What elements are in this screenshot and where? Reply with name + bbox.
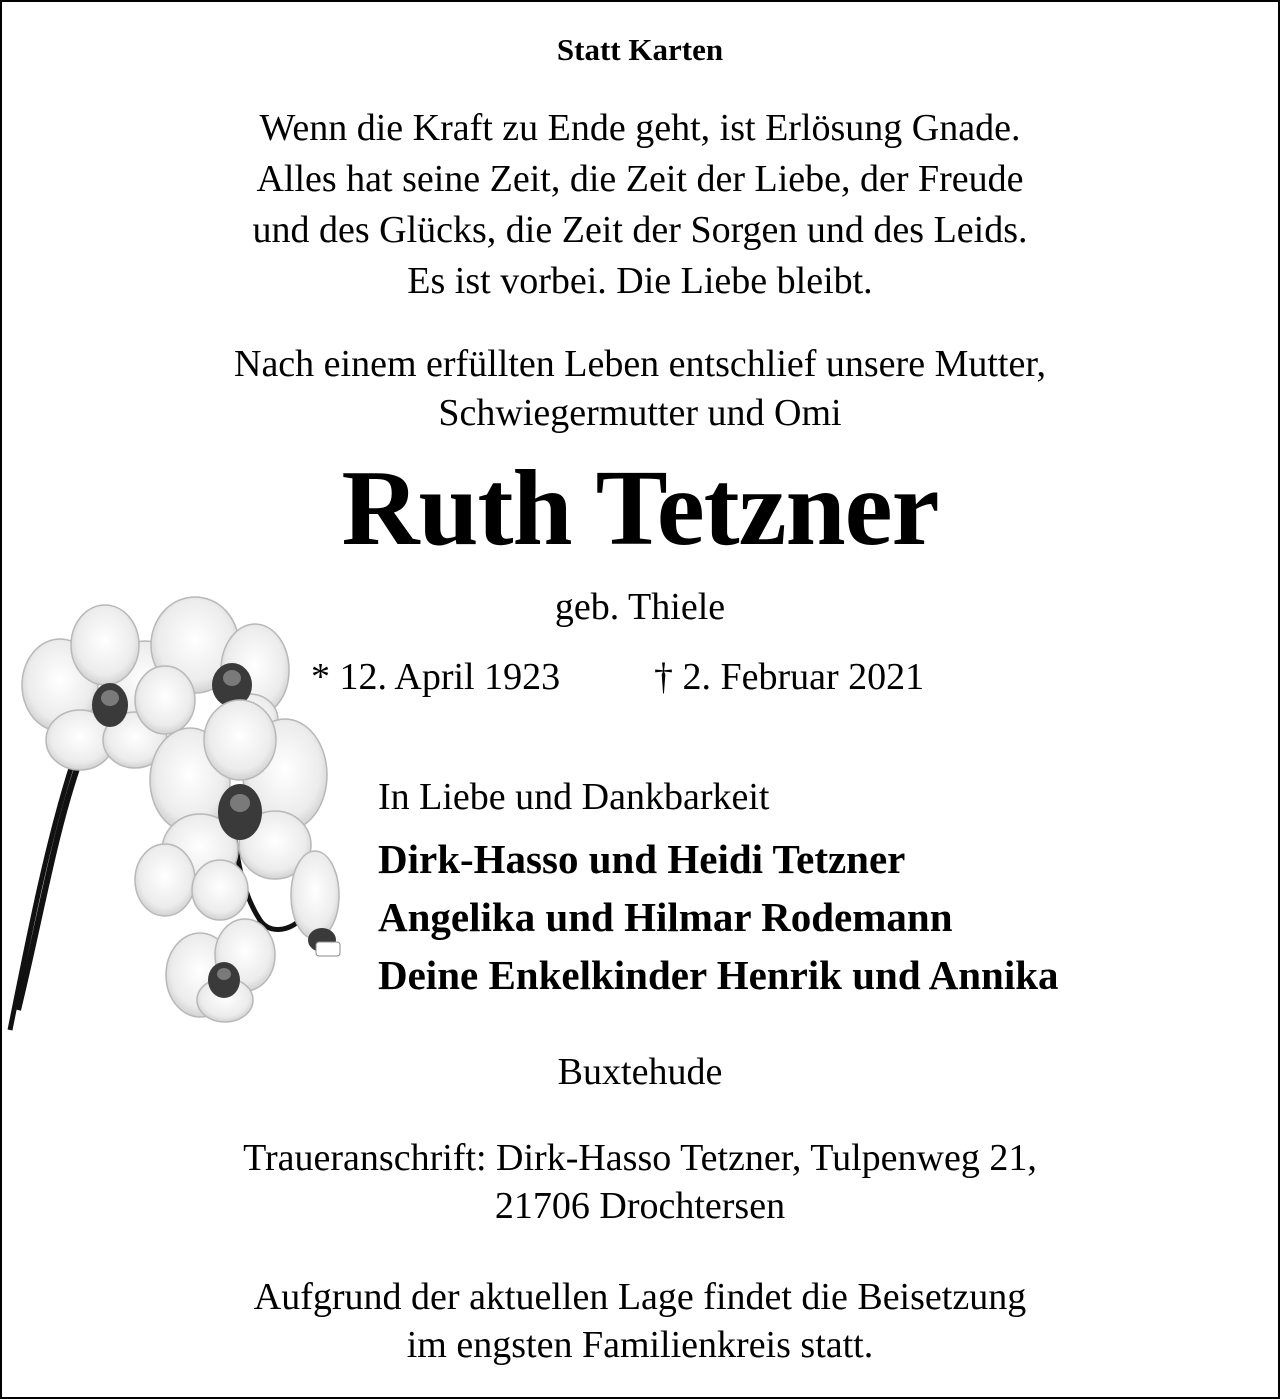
intro-line: Schwiegermutter und Omi xyxy=(438,392,842,434)
mourner-name: Dirk-Hasso und Heidi Tetzner xyxy=(378,836,906,882)
announcement-intro xyxy=(0,340,1280,438)
intro-line: Nach einem erfüllten Leben entschlief unsere Mutter, xyxy=(234,343,1046,385)
place-name: Buxtehude xyxy=(557,1051,723,1093)
notice-line: Aufgrund der aktuellen Lage findet die Beisetzung xyxy=(253,1276,1027,1318)
memorial-verse xyxy=(0,103,1280,307)
verse-line: und des Glücks, die Zeit der Sorgen und des Leids. xyxy=(252,209,1028,251)
mourners-block xyxy=(378,774,1059,1004)
address-line: Traueranschrift: Dirk-Hasso Tetzner, Tulpenweg 21, xyxy=(243,1137,1037,1179)
verse-line: Wenn die Kraft zu Ende geht, ist Erlösung Gnade. xyxy=(259,107,1021,149)
header-statt-karten: Statt Karten xyxy=(556,32,724,67)
orchid-bud xyxy=(291,851,340,956)
mourner-name: Deine Enkelkinder Henrik und Annika xyxy=(378,952,1059,998)
address-line: 21706 Drochtersen xyxy=(494,1185,786,1227)
deceased-name: Ruth Tetzner xyxy=(341,449,939,568)
verse-line: Es ist vorbei. Die Liebe bleibt. xyxy=(407,260,873,302)
orchid-flower xyxy=(166,919,275,1022)
birth-date: * 12. April 1923 xyxy=(311,656,561,698)
mourning-address xyxy=(0,1134,1280,1230)
verse-line: Alles hat seine Zeit, die Zeit der Liebe, der Freude xyxy=(256,158,1024,200)
death-date: † 2. Februar 2021 xyxy=(654,656,925,698)
mourners-intro: In Liebe und Dankbarkeit xyxy=(378,776,770,818)
maiden-name: geb. Thiele xyxy=(554,586,726,628)
burial-notice xyxy=(0,1273,1280,1369)
orchid-branch-icon xyxy=(0,590,360,1040)
mourner-name: Angelika und Hilmar Rodemann xyxy=(378,894,953,940)
notice-line: im engsten Familienkreis statt. xyxy=(406,1324,874,1366)
